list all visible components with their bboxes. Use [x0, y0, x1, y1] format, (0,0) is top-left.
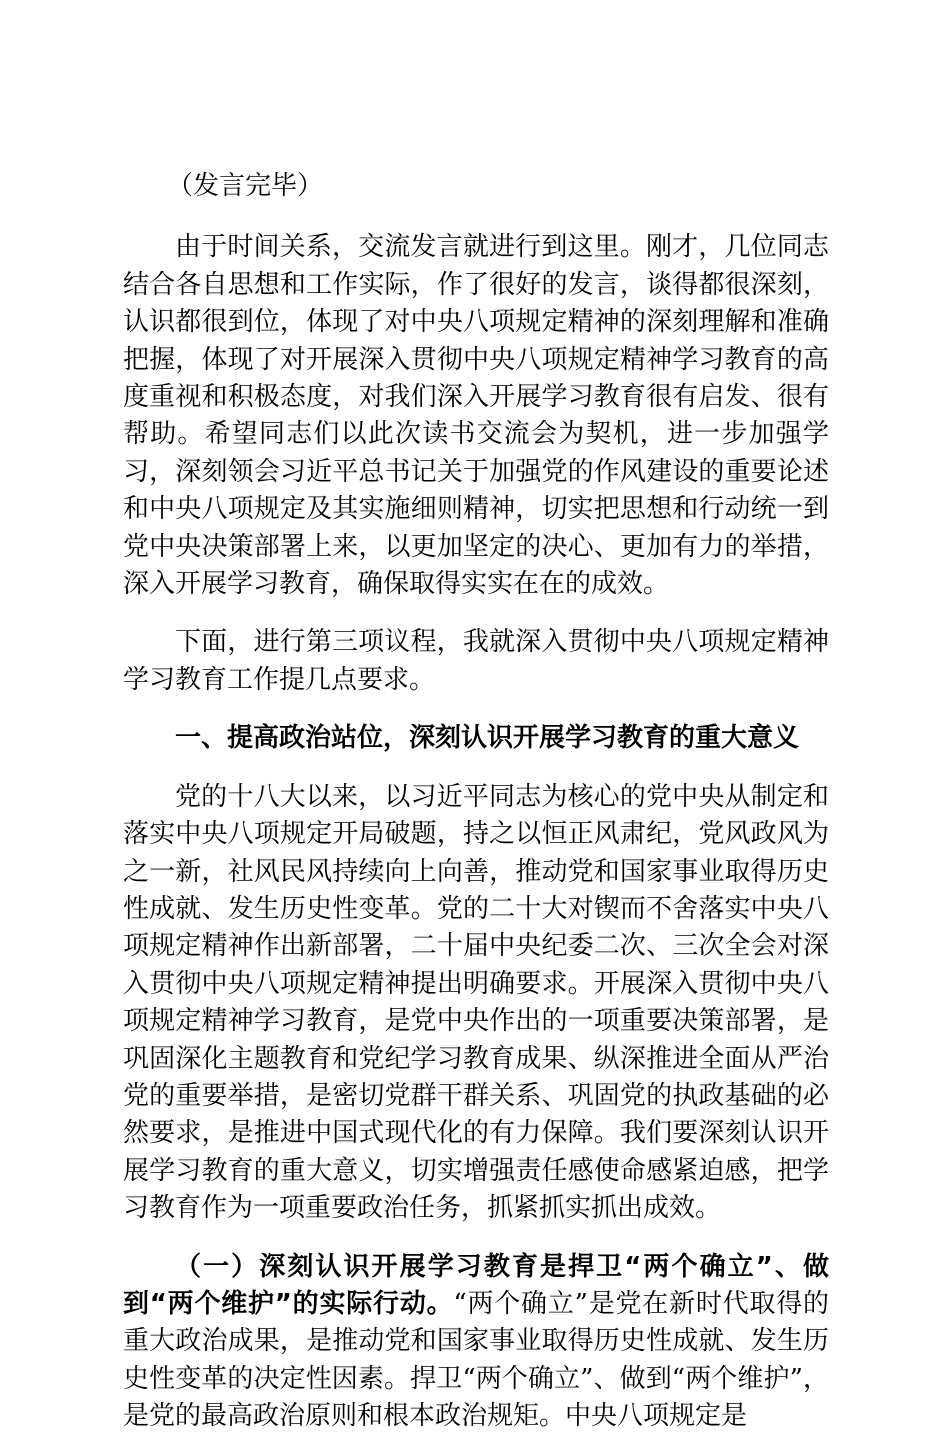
document-page	[123, 168, 829, 1436]
section-heading-1: 一、提高政治站位，深刻认识开展学习教育的重大意义	[175, 723, 800, 754]
paragraph-significance: 党的十八大以来，以习近平同志为核心的党中央从制定和落实中央八项规定开局破题，持之以恒正风肃纪，党风政风为之一新，社风民风持续向上向善，推动党和国家事业取得历史性成就、发生历史性变革。党的二十大对锲而不舍落实中央八项规定精神作出新部署，二十届中央纪委二次、三次全会对深入贯彻中央八项规定精神提出明确要求。开展深入贯彻中央八项规定精神学习教育，是党中央作出的一项重要决策部署，是巩固深化主题教育和党纪学习教育成果、纵深推进全面从严治党的重要举措，是密切党群干群关系、巩固党的执政基础的必然要求，是推进中国式现代化的有力保障。我们要深刻认识开展学习教育的重大意义，切实增强责任感使命感紧迫感，把学习教育作为一项重要政治任务，抓紧抓实抓出成效。	[123, 781, 829, 1224]
closing-note: （发言完毕）	[167, 171, 324, 201]
paragraph-summary: 由于时间关系，交流发言就进行到这里。刚才，几位同志结合各自思想和工作实际，作了很好的发言，谈得都很深刻，认识都很到位，体现了对中央八项规定精神的深刻理解和准确把握，体现了对开展深入贯彻中央八项规定精神学习教育的高度重视和积极态度，对我们深入开展学习教育很有启发、很有帮助。希望同志们以此次读书交流会为契机，进一步加强学习，深刻领会习近平总书记关于加强党的作风建设的重要论述和中央八项规定及其实施细则精神，切实把思想和行动统一到党中央决策部署上来，以更加坚定的决心、更加有力的举措，深入开展学习教育，确保取得实实在在的成效。	[123, 232, 829, 600]
paragraph-agenda: 下面，进行第三项议程，我就深入贯彻中央八项规定精神学习教育工作提几点要求。	[123, 627, 829, 695]
subsection-1-body: “两个确立”是党在新时代取得的重大政治成果，是推动党和国家事业取得历史性成就、发生历史性变革的决定性因素。捍卫“两个确立”、做到“两个维护”，是党的最高政治原则和根本政治规矩。中央八项规定是	[123, 1288, 829, 1432]
subsection-1-heading: （一）深刻认识开展学习教育是捍卫“两个确立”、做到“两个维护”的实际行动。	[123, 1251, 829, 1319]
paragraph-subsection-1	[123, 1249, 829, 1436]
